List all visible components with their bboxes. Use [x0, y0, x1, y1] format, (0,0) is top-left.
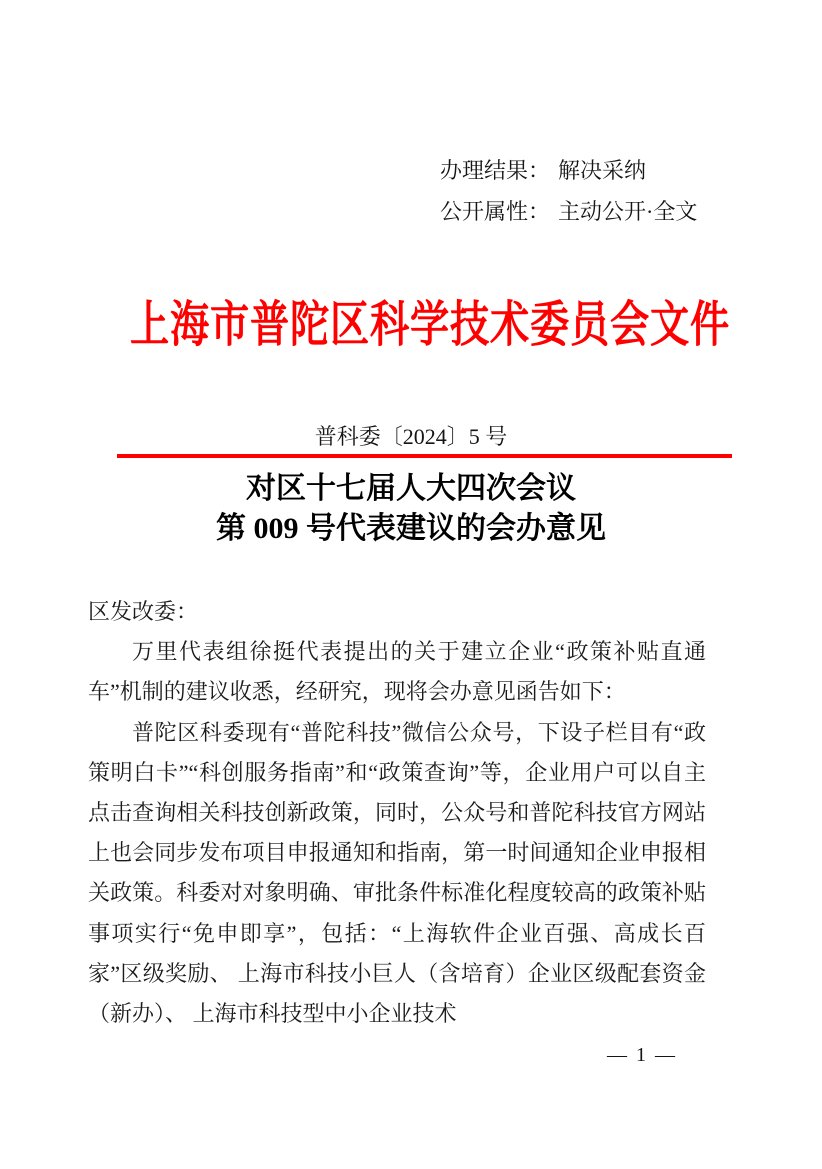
- disclosure-attribute-label: 公开属性：: [440, 199, 551, 224]
- body-paragraph-1: 万里代表组徐挺代表提出的关于建立企业“政策补贴直通车”机制的建议收悉，经研究，现将会办意见函告如下：: [88, 639, 706, 705]
- subject-title: [0, 469, 822, 549]
- disclosure-attribute-value: 主动公开·全文: [558, 199, 698, 224]
- salutation: 区发改委：: [88, 599, 199, 624]
- handling-result-label: 办理结果：: [440, 158, 551, 183]
- subject-title-line1: 对区十七届人大四次会议: [246, 472, 576, 505]
- handling-result-row: [440, 150, 697, 191]
- agency-masthead-title: 上海市普陀区科学技术委员会文件: [130, 297, 731, 352]
- meta-block: [440, 150, 697, 232]
- body-paragraph-2: 普陀区科委现有“普陀科技”微信公众号，下设子栏目有“政策明白卡”“科创服务指南”和“政策查询”等，企业用户可以自主点击查询相关科技创新政策，同时，公众号和普陀科技官方网站上也会同步发布项目申报通知和指南，第一时间通知企业申报相关政策。科委对对象明确、审批条件标准化程度较高的政策补贴事项实行“免申即享”，包括：“上海软件企业百强、高成长百家”区级奖励、 上海市科技小巨人（含培育）企业区级配套资金（新办）、 上海市科技型中小企业技术: [88, 719, 706, 1027]
- page-number: — 1 —: [607, 1044, 677, 1066]
- subject-title-line2: 第 009 号代表建议的会办意见: [216, 512, 606, 545]
- disclosure-attribute-row: [440, 191, 697, 232]
- document-body: [88, 592, 706, 1034]
- red-divider-line: [117, 454, 732, 458]
- handling-result-value: 解决采纳: [558, 158, 647, 183]
- document-number: 普科委〔2024〕5 号: [314, 424, 508, 449]
